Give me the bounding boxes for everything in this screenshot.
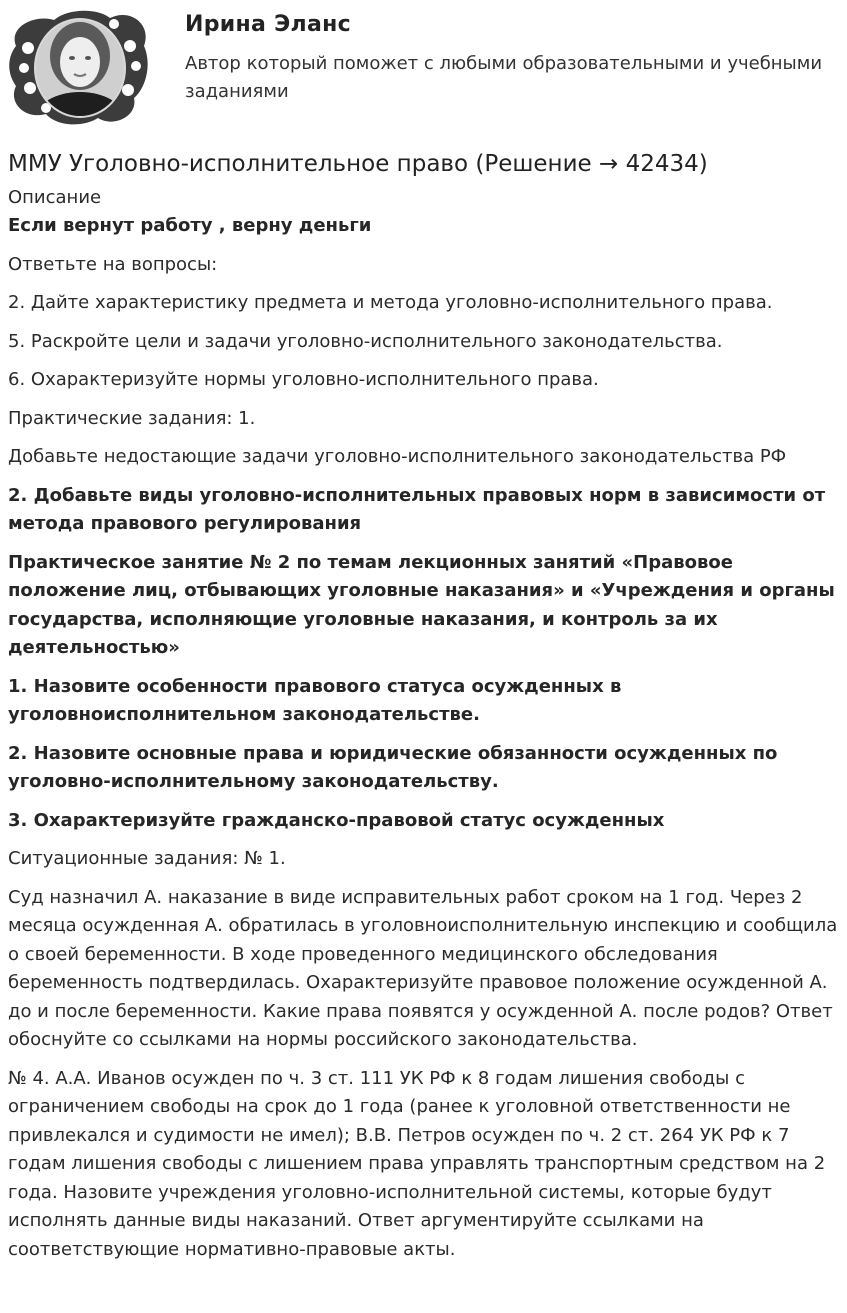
paragraph: Практическое занятие № 2 по темам лекционных занятий «Правовое положение лиц, отбывающих уголовные наказания» и «Учреждения и органы государства, исполняющие уголовные наказания, и контроль за их деятельностью» bbox=[8, 551, 835, 658]
paragraph: 2. Добавьте виды уголовно-исполнительных правовых норм в зависимости от метода правового регулирования bbox=[8, 484, 826, 534]
author-name[interactable]: Ирина Эланс bbox=[185, 12, 351, 37]
paragraph: Практические задания: 1. bbox=[8, 407, 256, 429]
description-label: Описание bbox=[8, 187, 102, 208]
paragraph: Ответьте на вопросы: bbox=[8, 253, 218, 275]
author-header bbox=[0, 0, 847, 130]
paragraph: 2. Дайте характеристику предмета и метода уголовно-исполнительного права. bbox=[8, 292, 773, 313]
paragraph: 5. Раскройте цели и задачи уголовно-исполнительного законодательства. bbox=[8, 330, 723, 352]
paragraph: Ситуационные задания: № 1. bbox=[8, 848, 286, 869]
page-title: ММУ Уголовно-исполнительное право (Решение → 42434) bbox=[8, 151, 708, 177]
document-content bbox=[8, 148, 842, 1274]
description-body bbox=[8, 212, 842, 1264]
paragraph: Добавьте недостающие задачи уголовно-исполнительного законодательства РФ bbox=[8, 446, 787, 467]
author-description: Автор который поможет с любыми образовательными и учебными заданиями bbox=[185, 53, 823, 102]
author-avatar[interactable] bbox=[6, 6, 152, 126]
paragraph: 3. Охарактеризуйте гражданско-правовой статус осужденных bbox=[8, 809, 665, 831]
paragraph: № 4. А.А. Иванов осужден по ч. 3 ст. 111 УК РФ к 8 годам лишения свободы с ограничением свободы на срок до 1 года (ранее к уголовной ответственности не привлекался и судимости не имел); В.В. Петров осужден по ч. 2 ст. 264 УК РФ к 7 годам лишения свободы с лишением права управлять транспортным средством на 2 года. Назовите учреждения уголовно-исполнительной системы, которые будут исполнять данные виды наказаний. Ответ аргументируйте ссылками на соответствующие нормативно-правовые акты. bbox=[8, 1067, 826, 1260]
paragraph: 1. Назовите особенности правового статуса осужденных в уголовноисполнительном законодательстве. bbox=[8, 675, 622, 725]
paragraph: Если вернут работу , верну деньги bbox=[8, 215, 372, 236]
paragraph: 6. Охарактеризуйте нормы уголовно-исполнительного права. bbox=[8, 369, 599, 390]
paragraph: 2. Назовите основные права и юридические обязанности осужденных по уголовно-исполнительному законодательству. bbox=[8, 742, 778, 792]
paragraph: Суд назначил А. наказание в виде исправительных работ сроком на 1 год. Через 2 месяца осужденная А. обратилась в уголовноисполнительную инспекцию и сообщила о своей беременности. В ходе проведенного медицинского обследования беременность подтвердилась. Охарактеризуйте правовое положение осужденной А. до и после беременности. Какие права появятся у осужденной А. после родов? Ответ обоснуйте со ссылками на нормы российского законодательства. bbox=[8, 886, 838, 1050]
